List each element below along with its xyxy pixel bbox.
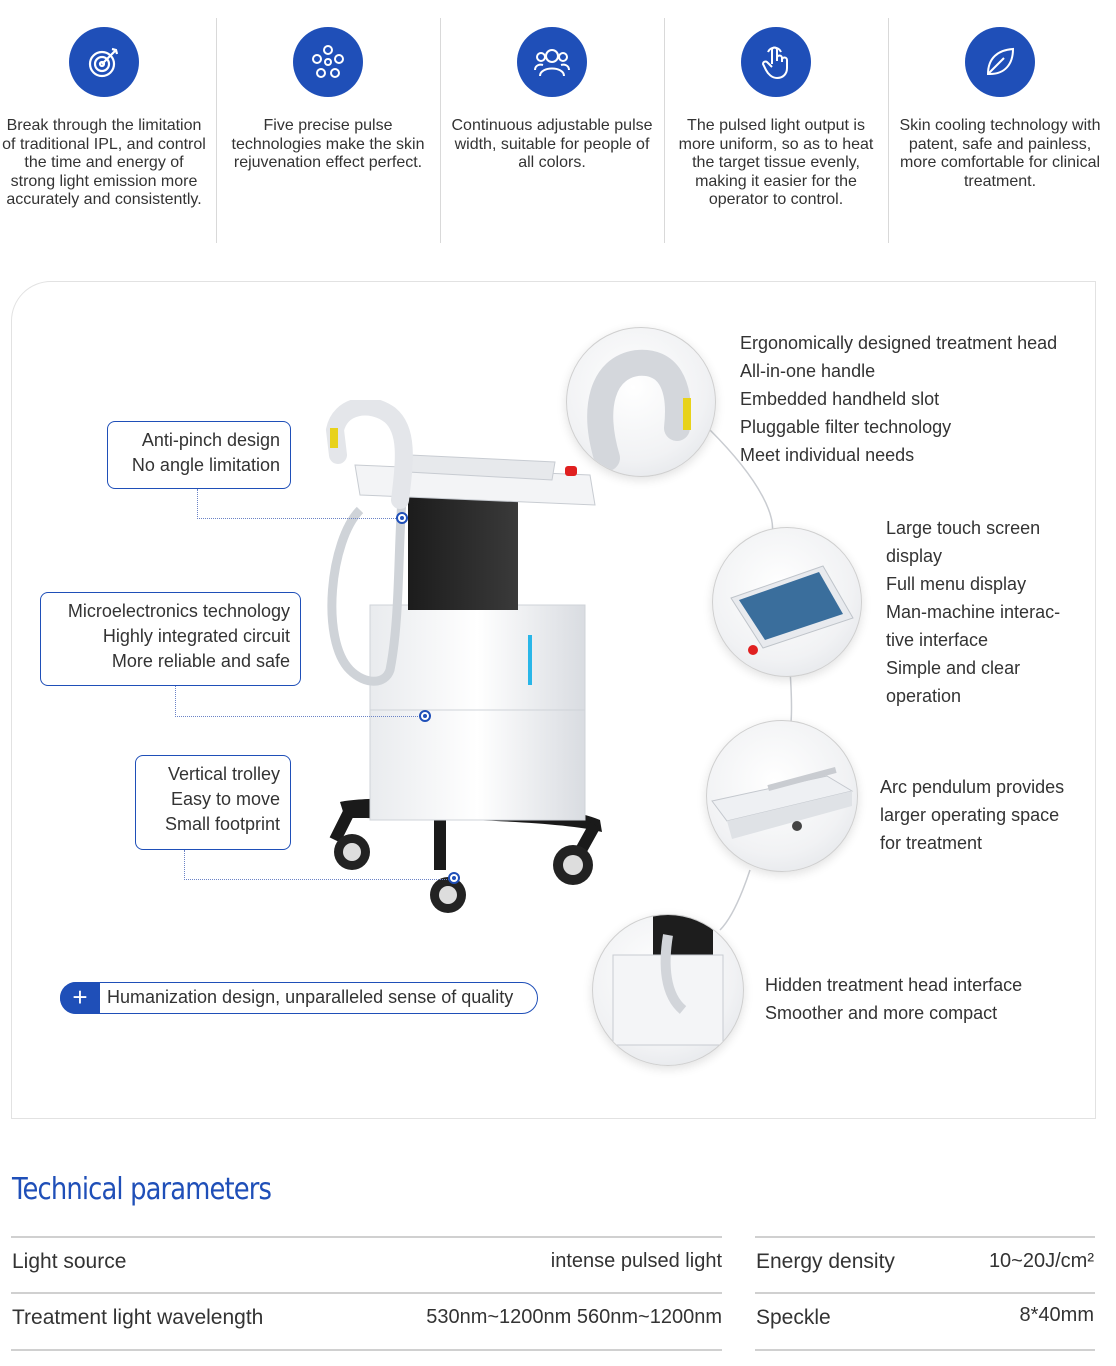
- param-value: 10~20J/cm²: [988, 1250, 1094, 1272]
- callout-line: No angle limitation: [131, 455, 280, 475]
- feature-1: [0, 0, 216, 250]
- feature-4: [664, 0, 888, 250]
- detail-line: Large touch screen: [886, 518, 1041, 538]
- feature-2: [216, 0, 440, 250]
- humanization-banner: [60, 982, 538, 1014]
- callout-line: Highly integrated circuit: [102, 626, 290, 646]
- hotspot-marker[interactable]: [396, 512, 408, 524]
- param-value: 530nm~1200nm 560nm~1200nm: [426, 1306, 722, 1328]
- detail-line: Simple and clear: [886, 658, 1021, 678]
- feature-text: Skin cooling technology with patent, safe and painless, more comfortable for clinical treatment.: [899, 117, 1101, 190]
- feature-text: Break through the limitation of traditional IPL, and control the time and energy of strong light emission more accurately and consistently.: [2, 117, 206, 208]
- feature-text: Five precise pulse technologies make the skin rejuvenation effect perfect.: [231, 117, 425, 171]
- divider: [11, 1292, 722, 1294]
- divider: [755, 1292, 1095, 1294]
- section-title: Technical parameters: [12, 1172, 272, 1207]
- detail-line: Man-machine interac-: [886, 602, 1061, 622]
- detail-line: Hidden treatment head interface: [765, 975, 1023, 995]
- param-label: Treatment light wavelength: [12, 1306, 264, 1329]
- divider: [755, 1236, 1095, 1238]
- callout-line: Anti-pinch design: [141, 430, 280, 450]
- callout-line: Small footprint: [164, 814, 280, 834]
- detail-line: Arc pendulum provides: [880, 777, 1065, 797]
- detail-text-arc-pendulum: [880, 773, 1064, 857]
- arc-pendulum-image: [706, 720, 858, 872]
- hand-touch-icon: [741, 27, 811, 97]
- feature-3: [440, 0, 664, 250]
- plus-icon: +: [60, 982, 100, 1014]
- divider: [11, 1236, 722, 1238]
- detail-line: All-in-one handle: [740, 361, 876, 381]
- param-label: Energy density: [756, 1250, 895, 1273]
- detail-line: for treatment: [880, 833, 983, 853]
- detail-line: operation: [886, 686, 962, 706]
- detail-text-hidden-interface: [765, 971, 1022, 1027]
- callout-line: Vertical trolley: [167, 764, 280, 784]
- hidden-interface-image: [592, 914, 744, 1066]
- callout-line: Easy to move: [170, 789, 280, 809]
- param-label: Light source: [12, 1250, 127, 1273]
- feature-text: The pulsed light output is more uniform, so as to heat the target tissue evenly, making it easier for the operator to control.: [678, 117, 874, 208]
- divider: [755, 1349, 1095, 1351]
- param-value: intense pulsed light: [550, 1250, 722, 1272]
- detail-line: Ergonomically designed treatment head: [740, 333, 1058, 353]
- detail-text-treatment-head: [740, 329, 1057, 469]
- callout-trolley: [135, 755, 291, 850]
- detail-text-touch-screen: [886, 514, 1060, 710]
- leader-line: [184, 850, 451, 880]
- callout-circuit: [40, 592, 301, 686]
- feature-5: [888, 0, 1112, 250]
- callout-treatment-head: [107, 421, 291, 489]
- target-icon: [69, 27, 139, 97]
- callout-line: Microelectronics technology: [67, 601, 290, 621]
- detail-line: Full menu display: [886, 574, 1027, 594]
- callout-line: More reliable and safe: [111, 651, 290, 671]
- divider: [11, 1349, 722, 1351]
- param-label: Speckle: [756, 1306, 831, 1329]
- detail-line: Meet individual needs: [740, 445, 915, 465]
- touch-screen-image: [712, 527, 862, 677]
- detail-line: Pluggable filter technology: [740, 417, 952, 437]
- people-icon: [517, 27, 587, 97]
- leaf-icon: [965, 27, 1035, 97]
- leader-line: [175, 686, 422, 717]
- detail-line: tive interface: [886, 630, 989, 650]
- leader-line: [197, 489, 400, 519]
- detail-line: display: [886, 546, 943, 566]
- hotspot-marker[interactable]: [448, 872, 460, 884]
- feature-text: Continuous adjustable pulse width, suitable for people of all colors.: [451, 117, 653, 171]
- molecule-icon: [293, 27, 363, 97]
- detail-line: Embedded handheld slot: [740, 389, 940, 409]
- detail-line: Smoother and more compact: [765, 1003, 998, 1023]
- detail-line: larger operating space: [880, 805, 1060, 825]
- param-value: 8*40mm: [1019, 1304, 1094, 1326]
- hotspot-marker[interactable]: [419, 710, 431, 722]
- humanization-text: Humanization design, unparalleled sense of quality: [107, 987, 514, 1007]
- treatment-head-image: [566, 327, 716, 477]
